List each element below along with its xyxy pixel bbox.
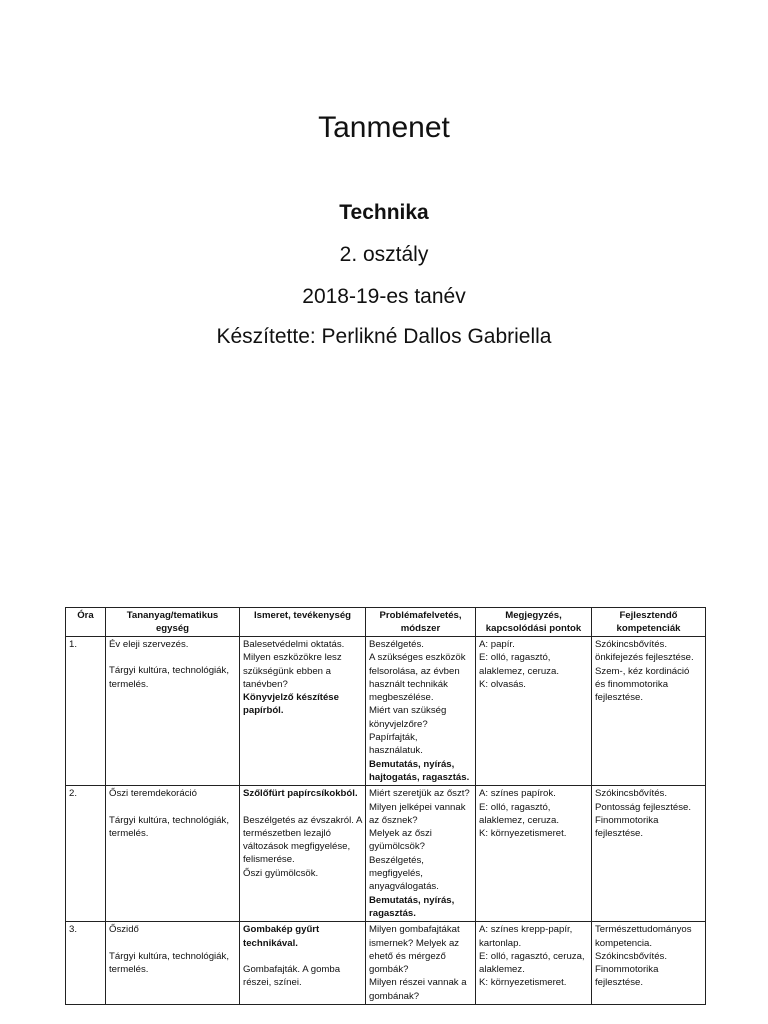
table-row <box>66 922 706 1005</box>
column-header-notes: Megjegyzés, kapcsolódási pontok <box>476 608 592 637</box>
method-cell: Miért szeretjük az őszt? Milyen jelképei vannak az ősznek? Melyek az őszi gyümölcsök? Beszélgetés, megfigyelés, anyagválogatás. Bemutatás, nyírás, ragasztás. <box>366 786 476 922</box>
topic-cell: Őszi teremdekoráció Tárgyi kultúra, technológiák, termelés. <box>106 786 240 922</box>
grade-line: 2. osztály <box>339 243 429 266</box>
table-header-row <box>66 608 706 637</box>
topic-cell: Év eleji szervezés. Tárgyi kultúra, technológiák, termelés. <box>106 637 240 786</box>
lesson-number: 3. <box>66 922 106 1005</box>
notes-cell: A: papír. E: olló, ragasztó, alaklemez, ceruza. K: olvasás. <box>476 637 592 786</box>
competence-cell: Természettudományos kompetencia. Szókincsbővítés. Finommotorika fejlesztése. <box>592 922 706 1005</box>
knowledge-cell: Gombakép gyűrt technikával. Gombafajták. A gomba részei, színei. <box>240 922 366 1005</box>
table-row <box>66 786 706 922</box>
author-line: Készítette: Perlikné Dallos Gabriella <box>216 325 552 348</box>
column-header-competence: Fejlesztendő kompetenciák <box>592 608 706 637</box>
column-header-lesson: Óra <box>66 608 106 637</box>
lesson-plan-table <box>65 607 706 1005</box>
lesson-number: 1. <box>66 637 106 786</box>
subject-heading: Technika <box>339 201 429 224</box>
method-cell: Beszélgetés. A szükséges eszközök felsorolása, az évben használt technikák megbeszélése. Miért van szükség könyvjelzőre? Papírfajták, használatuk. Bemutatás, nyírás, hajtogatás, ragasztás. <box>366 637 476 786</box>
notes-cell: A: színes krepp-papír, kartonlap. E: olló, ragasztó, ceruza, alaklemez. K: környezetismeret. <box>476 922 592 1005</box>
table-row <box>66 637 706 786</box>
knowledge-cell: Balesetvédelmi oktatás. Milyen eszközökre lesz szükségünk ebben a tanévben? Könyvjelző készítése papírból. <box>240 637 366 786</box>
lesson-number: 2. <box>66 786 106 922</box>
school-year-line: 2018-19-es tanév <box>302 285 466 308</box>
column-header-method: Problémafelvetés, módszer <box>366 608 476 637</box>
column-header-topic: Tananyag/tematikus egység <box>106 608 240 637</box>
competence-cell: Szókincsbővítés. Pontosság fejlesztése. Finommotorika fejlesztése. <box>592 786 706 922</box>
column-header-knowledge: Ismeret, tevékenység <box>240 608 366 637</box>
competence-cell: Szókincsbővítés. önkifejezés fejlesztése. Szem-, kéz kordináció és finommotorika fejlesztése. <box>592 637 706 786</box>
topic-cell: Őszidő Tárgyi kultúra, technológiák, termelés. <box>106 922 240 1005</box>
document-title: Tanmenet <box>318 111 450 144</box>
notes-cell: A: színes papírok. E: olló, ragasztó, alaklemez, ceruza. K: környezetismeret. <box>476 786 592 922</box>
method-cell: Milyen gombafajtákat ismernek? Melyek az ehető és mérgező gombák? Milyen részei vannak a gombának? <box>366 922 476 1005</box>
knowledge-cell: Szőlőfürt papírcsíkokból. Beszélgetés az évszakról. A természetben lezajló változások megfigyelése, felismerése. Őszi gyümölcsök. <box>240 786 366 922</box>
